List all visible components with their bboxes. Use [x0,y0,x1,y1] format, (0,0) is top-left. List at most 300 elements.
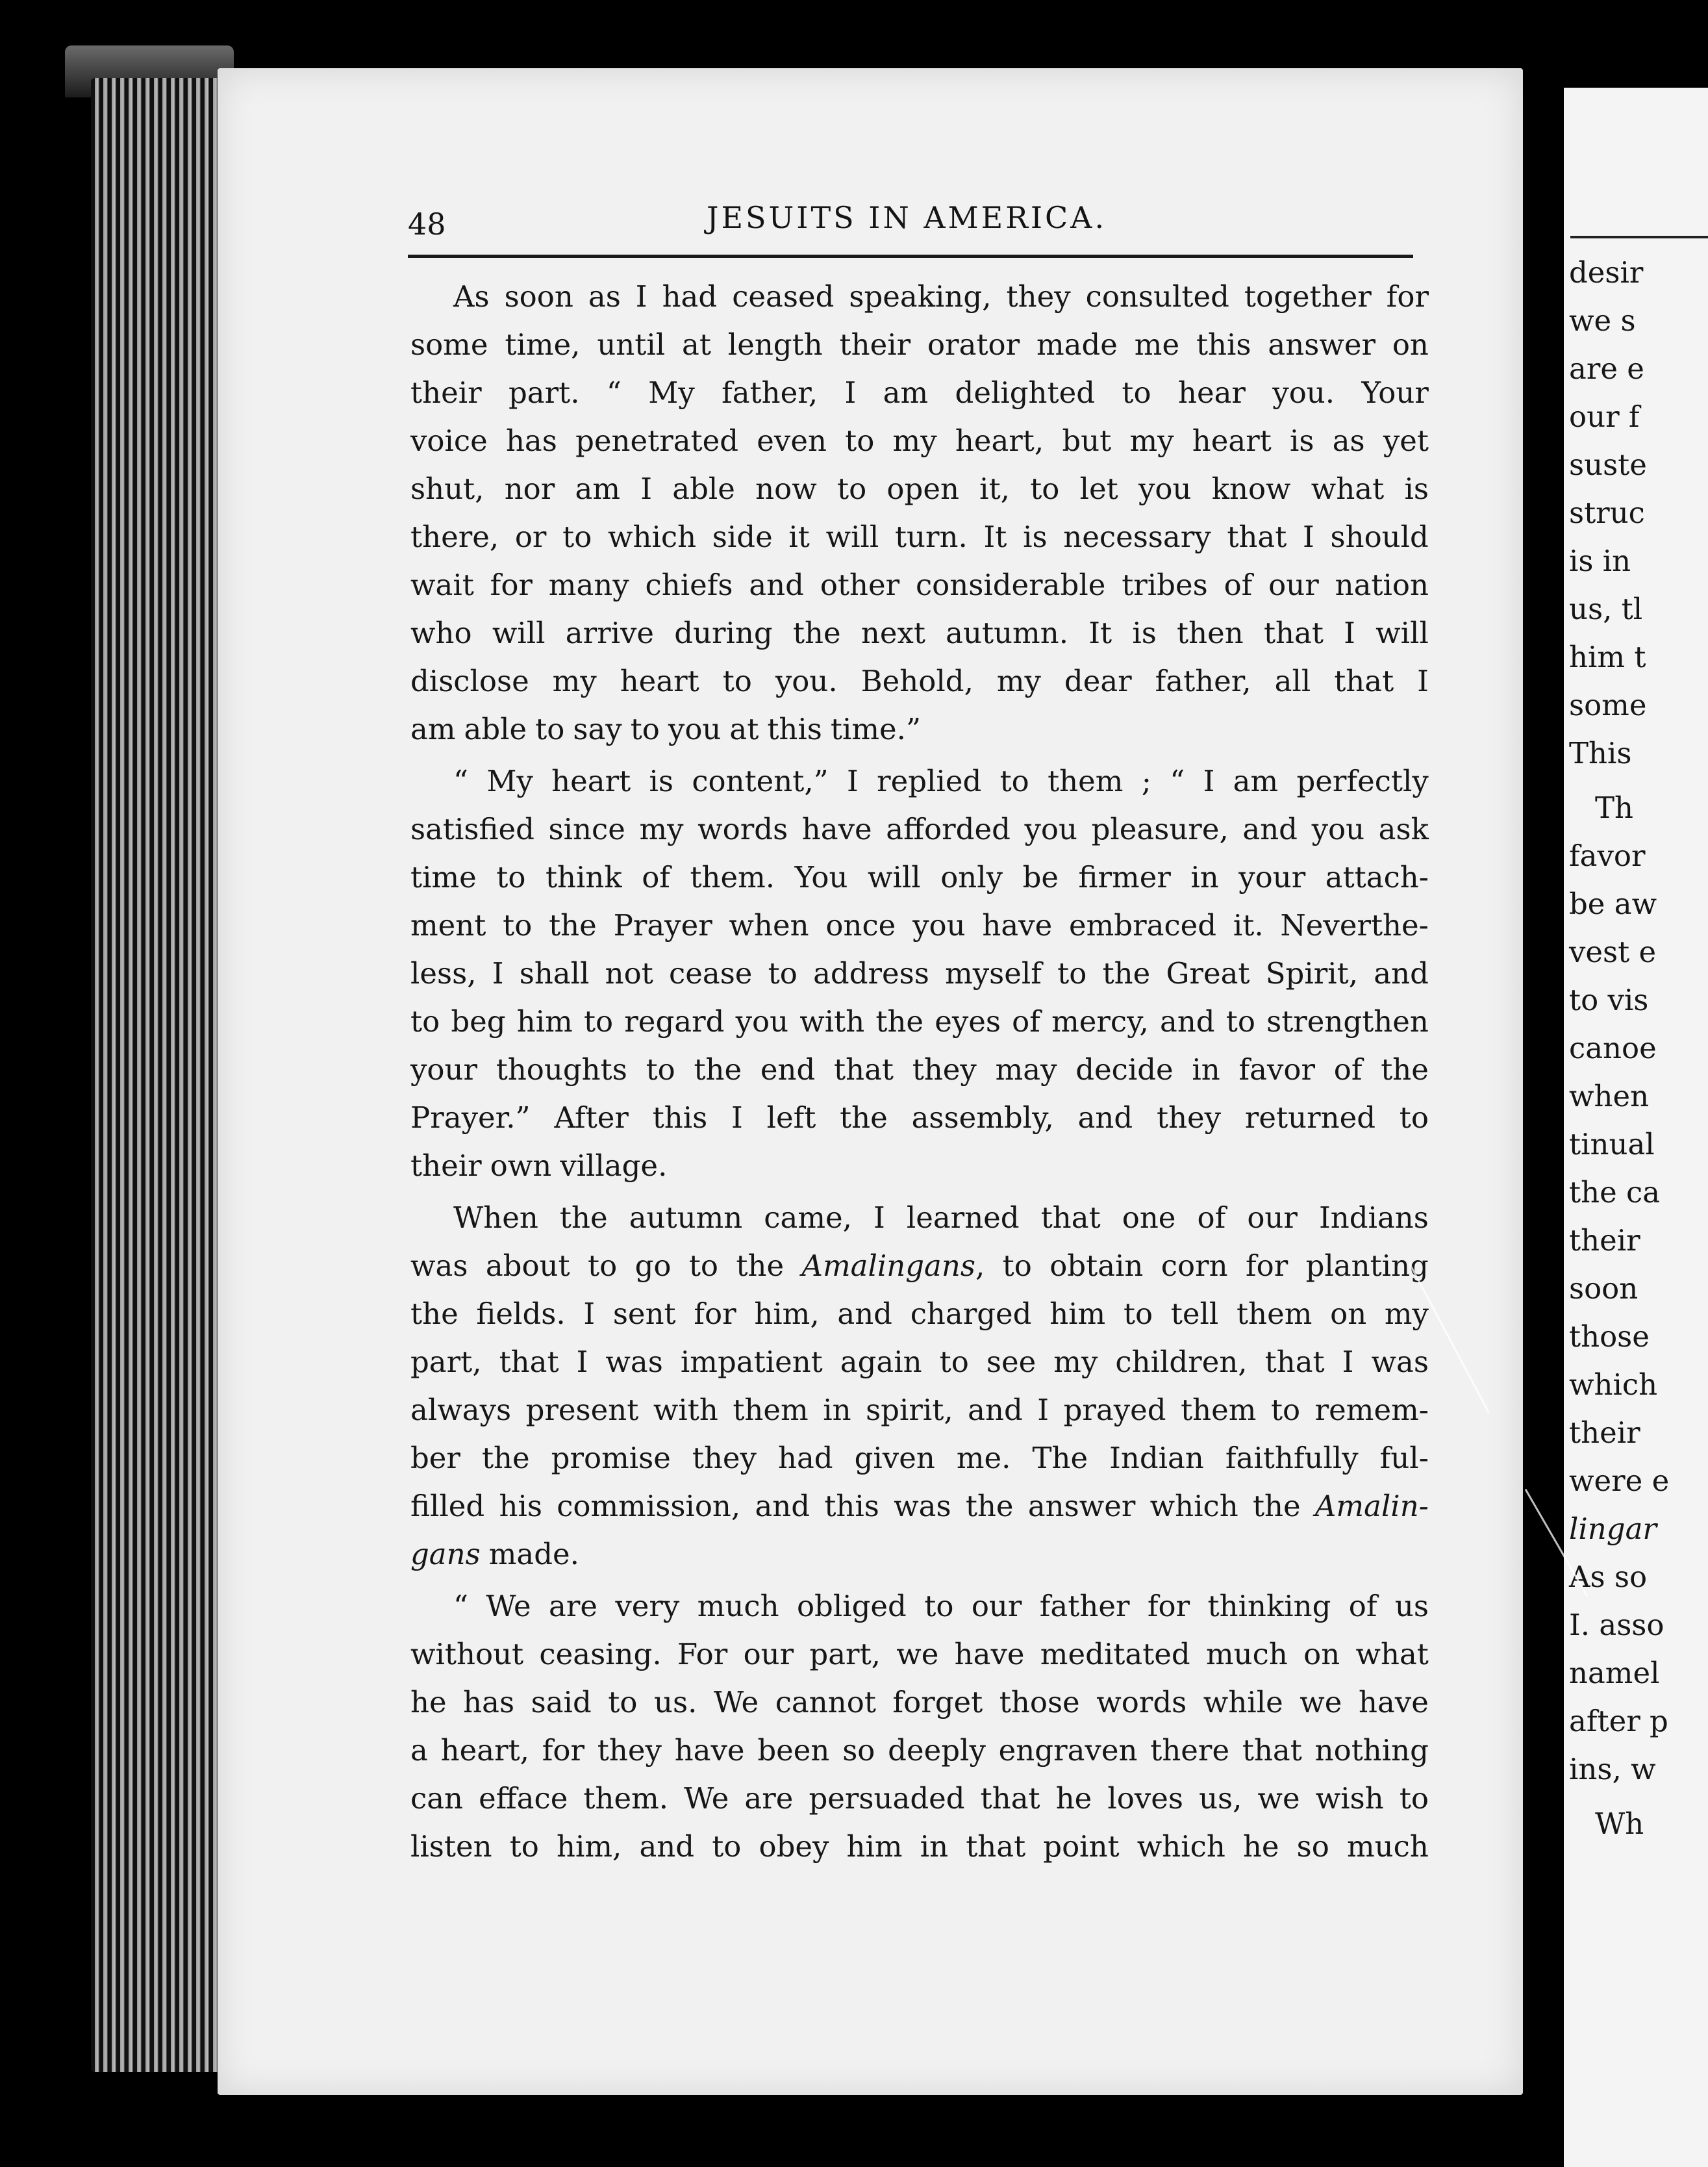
word: what [1311,472,1385,506]
word: nothing [1314,1733,1429,1768]
word: now [755,472,817,506]
word: him [516,1004,573,1039]
word: see [986,1345,1036,1379]
word: own [490,1148,552,1183]
word: it [788,520,810,554]
word: I [1303,520,1314,554]
word: his [499,1489,542,1523]
word: replied [877,764,982,798]
word: to [688,1248,719,1283]
word: him [846,1829,903,1864]
word: decide [1075,1052,1174,1087]
word: efface [479,1781,568,1816]
word: made. [488,1537,579,1571]
word: time, [505,327,581,362]
word: Great [1166,956,1250,991]
word: wish [1315,1781,1384,1816]
text-line [410,561,1429,609]
word: and [755,1489,810,1523]
word: to [535,712,565,746]
word: the [1252,1489,1301,1523]
word: When [453,1200,538,1235]
word: I [844,375,857,410]
word: pleasure, [1091,812,1229,846]
word: gans [410,1537,481,1571]
text-line [410,950,1429,998]
facing-page-header-rule [1570,236,1708,238]
word: even [757,424,827,458]
word: to [1122,375,1151,410]
word: them. [690,860,775,894]
word: point [1043,1829,1120,1864]
word: dear [1064,664,1132,698]
word: there [1150,1733,1230,1768]
word: they [912,1052,977,1087]
word: heart, [955,424,1044,458]
word: that [1227,520,1287,554]
text-line [410,1823,1429,1871]
word: they [1006,279,1071,314]
word: strengthen [1266,1004,1429,1039]
word: the [840,1100,888,1135]
paragraph [410,1194,1429,1578]
word: We [684,1781,729,1816]
word: and [837,1297,892,1331]
word: me. [956,1441,1011,1475]
word: that [1334,664,1394,698]
text-line [410,1242,1429,1290]
word: about [485,1248,570,1283]
word: the [481,1441,530,1475]
facing-page-line: struc [1569,496,1645,530]
word: is [649,764,673,798]
word: as [588,279,621,314]
word: or [514,520,547,554]
word: Amalingans, [801,1248,985,1283]
word: them [1181,1393,1257,1427]
word: once [825,908,896,943]
word: what [1355,1637,1429,1671]
word: that [966,1829,1026,1864]
word: let [1079,472,1118,506]
word: my [996,664,1041,698]
word: and [1077,1100,1133,1135]
word: but [1062,424,1112,458]
word: much [697,1589,779,1623]
word: engraven [998,1733,1138,1768]
word: I [576,1345,588,1379]
word: have [674,1733,745,1768]
word: to [999,764,1029,798]
word: on [1392,327,1429,362]
word: turn. [894,520,968,554]
header-rule [408,255,1413,258]
word: them [1048,764,1124,798]
word: at [729,712,759,746]
word: length [727,327,823,362]
word: he [410,1685,447,1719]
facing-page-line: when [1569,1079,1650,1113]
word: and [639,1829,695,1864]
word: him, [556,1829,622,1864]
facing-page-line: lingar [1569,1512,1657,1546]
word: for [1147,1589,1190,1623]
word: shall [519,956,590,991]
facing-page-line: the ca [1569,1175,1661,1210]
word: The [1032,1441,1088,1475]
word: when [729,908,809,943]
word: the [559,1200,608,1235]
word: heart [551,764,631,798]
word: some [410,327,488,362]
word: their [839,327,911,362]
word: him [1049,1297,1106,1331]
word: them. [583,1781,669,1816]
word: soon [504,279,573,314]
text-line [410,1338,1429,1386]
word: time.” [830,712,921,746]
word: had [777,1441,833,1475]
word: and [749,568,804,602]
word: My [486,764,533,798]
word: which [1137,1829,1225,1864]
word: My [648,375,695,410]
word: this [1196,327,1251,362]
word: only [940,860,1003,894]
word: regard [624,1004,725,1039]
word: said [531,1685,592,1719]
word: We [486,1589,531,1623]
word: that [1264,1345,1325,1379]
word: Indians [1318,1200,1429,1235]
word: ceasing. [539,1637,662,1671]
word: to [924,1589,954,1623]
word: heart [1192,424,1272,458]
word: learned [906,1200,1020,1235]
text-line [410,998,1429,1046]
word: for [1245,1248,1288,1283]
word: able [672,472,735,506]
word: am [883,375,929,410]
word: was [1371,1345,1429,1379]
word: which [608,520,697,554]
word: in [823,1393,851,1427]
word: us [1394,1589,1429,1623]
word: heart, [440,1733,529,1768]
word: side [712,520,773,554]
word: have [982,908,1053,943]
word: to [1399,1100,1429,1135]
word: they [692,1441,757,1475]
facing-page-line: our f [1569,399,1640,434]
word: address [813,956,929,991]
word: orator [927,327,1020,362]
word: I [1203,764,1215,798]
word: our [1247,1200,1298,1235]
word: village. [560,1148,668,1183]
word: time [410,860,477,894]
word: this [767,712,822,746]
word: my [639,812,684,846]
word: planting [1305,1248,1429,1283]
text-line [410,1142,1429,1190]
text-line [410,1679,1429,1727]
word: meditated [1040,1637,1190,1671]
facing-page-line: after p [1569,1704,1668,1738]
word: was [894,1489,951,1523]
text-line [410,902,1429,950]
text-line [410,657,1429,705]
word: they [1156,1100,1222,1135]
word: that [834,1052,894,1087]
facing-page-line: their [1569,1415,1640,1450]
word: you [912,908,966,943]
word: without [410,1637,524,1671]
word: it, [979,472,1010,506]
word: given [854,1441,935,1475]
text-line [410,805,1429,854]
word: It [1088,616,1112,650]
word: which [1149,1489,1238,1523]
word: to [939,1345,969,1379]
word: him, [754,1297,820,1331]
facing-page-line: Wh [1595,1806,1644,1841]
word: Prayer [613,908,712,943]
word: my [1129,424,1174,458]
page-stack-edges [91,78,221,2072]
facing-page [1564,88,1708,2167]
word: “ [453,1589,469,1623]
word: eyes [935,1004,1001,1039]
word: consulted [1085,279,1229,314]
word: It [983,520,1007,554]
word: to [496,860,526,894]
word: prayed [1063,1393,1166,1427]
word: our [743,1637,794,1671]
word: Behold, [860,664,973,698]
word: we [1300,1685,1342,1719]
word: deeply [888,1733,986,1768]
word: satisfied [410,812,534,846]
word: corn [1161,1248,1228,1283]
text-line [410,1094,1429,1142]
facing-page-line: namel [1569,1656,1660,1690]
word: the [736,1248,785,1283]
paragraph [410,757,1429,1190]
word: to [583,1004,614,1039]
word: this [652,1100,708,1135]
word: of [1348,1589,1377,1623]
word: ask [1378,812,1429,846]
word: that [1040,1200,1101,1235]
word: very [615,1589,680,1623]
word: has [463,1685,515,1719]
word: in [920,1829,949,1864]
word: cease [669,956,753,991]
word: you. [1272,375,1335,410]
word: you [668,712,722,746]
word: words [1096,1685,1187,1719]
word: much [1346,1829,1429,1864]
facing-page-line: some [1569,688,1647,722]
word: this [824,1489,879,1523]
word: to [646,1052,675,1087]
text-line [410,757,1429,805]
word: their [410,375,482,410]
word: embraced [1069,908,1217,943]
word: Spirit, [1265,956,1359,991]
word: for [542,1733,585,1768]
word: was [605,1345,663,1379]
word: on [1330,1297,1367,1331]
word: to [1399,1781,1429,1816]
word: to [503,908,533,943]
word: obtain [1049,1248,1144,1283]
word: together [1244,279,1372,314]
word: you [1138,472,1192,506]
word: “ [606,375,622,410]
word: tell [1170,1297,1219,1331]
word: have [801,812,872,846]
word: you [735,1004,789,1039]
word: of [642,860,670,894]
word: children, [1115,1345,1248,1379]
word: I [1344,616,1355,650]
facing-page-line: is in [1569,544,1631,578]
word: considerable [915,568,1106,602]
facing-page-line: This [1569,736,1632,770]
word: of [1197,1200,1226,1235]
word: After [554,1100,629,1135]
word: For [677,1637,728,1671]
word: tribes [1122,568,1208,602]
word: so [842,1733,875,1768]
word: commission, [557,1489,741,1523]
word: until [597,327,666,362]
word: our [1268,568,1319,602]
word: to [1270,1393,1301,1427]
word: we [896,1637,939,1671]
word: he [1055,1781,1092,1816]
word: to [1002,1248,1032,1283]
facing-page-line: favor [1569,839,1646,873]
word: their [410,1148,482,1183]
word: autumn [629,1200,743,1235]
word: the [410,1297,458,1331]
word: autumn. [946,616,1069,650]
facing-page-line: canoe [1569,1031,1657,1065]
word: wait [410,568,474,602]
word: while [1203,1685,1283,1719]
word: left [766,1100,816,1135]
word: am [575,472,621,506]
word: open [886,472,959,506]
word: during [674,616,773,650]
word: promise [551,1441,671,1475]
word: them [733,1393,809,1427]
word: me [1134,327,1180,362]
word: Amalin- [1314,1489,1429,1523]
word: nation [1335,568,1429,602]
facing-page-line: tinual [1569,1127,1655,1161]
word: should [1330,520,1429,554]
word: assembly, [911,1100,1054,1135]
word: in [1192,1052,1220,1087]
word: that [1263,616,1324,650]
text-line [410,705,1429,754]
word: obey [759,1829,829,1864]
word: I [635,279,647,314]
word: to [1225,1004,1255,1039]
text-line [410,1386,1429,1434]
word: to [837,472,867,506]
word: to [712,1829,742,1864]
word: my [552,664,597,698]
word: always [410,1393,512,1427]
text-line [410,513,1429,561]
word: to [1057,956,1087,991]
word: myself [945,956,1042,991]
word: hear [1177,375,1246,410]
paragraph [410,273,1429,754]
word: beg [451,1004,506,1039]
text-line [410,1727,1429,1775]
facing-page-line: ins, w [1569,1752,1656,1786]
facing-page-line: we s [1569,303,1636,338]
word: you. [775,664,838,698]
word: and [1374,956,1429,991]
word: end [760,1052,816,1087]
facing-page-line: desir [1569,255,1644,290]
word: the [549,908,597,943]
facing-page-line: him t [1569,640,1646,674]
word: that [980,1781,1040,1816]
word: my [892,424,937,458]
word: to [630,712,660,746]
word: can [410,1781,464,1816]
word: many [548,568,629,602]
word: will [867,860,921,894]
word: the [1381,1052,1429,1087]
body-text [410,273,1429,1871]
word: for [490,568,533,602]
word: am [410,712,456,746]
word: have [954,1637,1025,1671]
word: with [799,1004,865,1039]
word: that [499,1345,559,1379]
word: our [971,1589,1022,1623]
word: I [731,1100,743,1135]
facing-page-line: As so [1569,1560,1648,1594]
word: at [682,327,711,362]
word: am [1233,764,1279,798]
word: the [875,1004,924,1039]
word: forget [892,1685,983,1719]
word: yet [1383,424,1429,458]
word: Neverthe- [1280,908,1429,943]
word: chiefs [645,568,733,602]
word: he [1242,1829,1279,1864]
word: part, [809,1637,881,1671]
text-line [410,1530,1429,1578]
word: part. [508,375,580,410]
word: less, [410,956,477,991]
word: that [1242,1733,1302,1768]
word: your [410,1052,478,1087]
word: arrive [565,616,655,650]
word: again [840,1345,922,1379]
word: next [860,616,925,650]
